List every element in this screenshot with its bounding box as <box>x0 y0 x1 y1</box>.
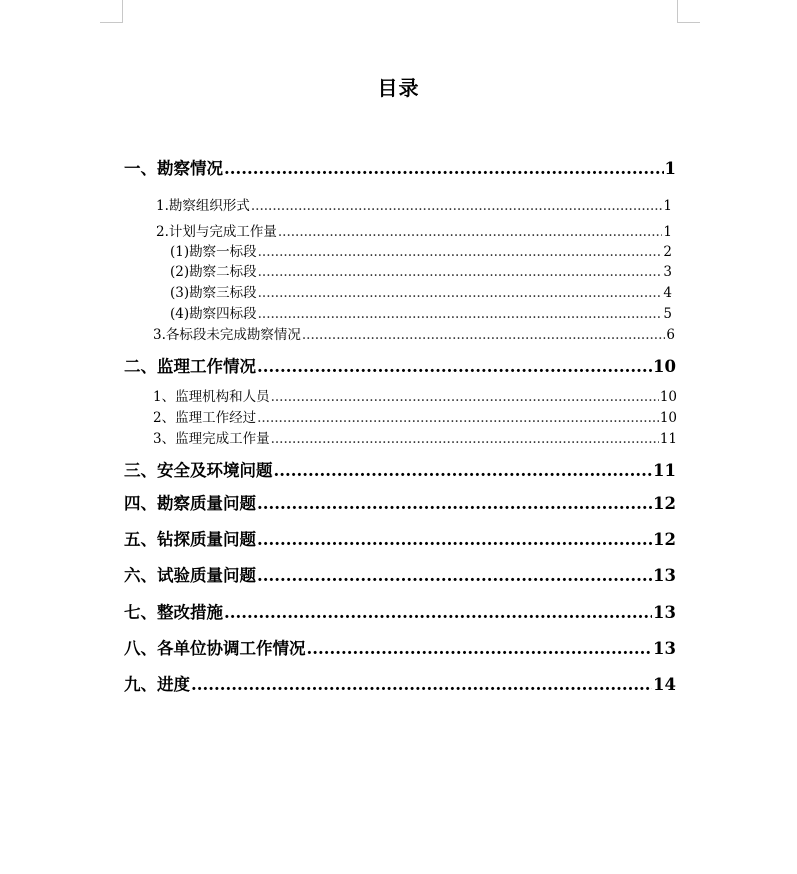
toc-page-number: 13 <box>653 603 676 622</box>
toc-entry-1-2-2[interactable] <box>170 262 672 282</box>
toc-entry-1-1[interactable] <box>156 196 672 216</box>
toc-page-number: 2 <box>663 244 672 260</box>
toc-entry-label: (1)勘察一标段 <box>170 244 257 260</box>
toc-entry-label: 二、监理工作情况 <box>124 357 256 376</box>
toc-entry-label: 九、进度 <box>124 675 190 694</box>
dot-leader <box>258 304 663 324</box>
dot-leader <box>307 637 653 661</box>
toc-page-number: 13 <box>653 566 676 585</box>
toc-entry-label: 1.勘察组织形式 <box>156 198 250 214</box>
toc-page-number: 12 <box>653 494 676 513</box>
dot-leader <box>271 429 659 449</box>
toc-entry-1-3[interactable] <box>153 325 675 345</box>
toc-entry-label: 2、监理工作经过 <box>153 410 257 426</box>
toc-page-number: 14 <box>653 675 676 694</box>
toc-page-number: 12 <box>653 530 676 549</box>
toc-entry-9[interactable] <box>124 673 676 697</box>
toc-page-number: 10 <box>653 357 676 376</box>
toc-entry-label: 七、整改措施 <box>124 603 223 622</box>
toc-entry-label: 六、试验质量问题 <box>124 566 256 585</box>
toc-page-number: 1 <box>663 224 672 240</box>
toc-entry-7[interactable] <box>124 601 676 625</box>
toc-entry-2[interactable] <box>124 355 676 379</box>
toc-page-number: 1 <box>664 159 676 178</box>
dot-leader <box>224 157 664 181</box>
toc-entry-2-2[interactable] <box>153 408 677 428</box>
toc-entry-label: 五、钻探质量问题 <box>124 530 256 549</box>
toc-entry-1[interactable] <box>124 157 676 181</box>
crop-mark-top-right <box>677 0 700 23</box>
dot-leader <box>257 564 652 588</box>
dot-leader <box>257 408 659 428</box>
toc-entry-label: (2)勘察二标段 <box>170 264 257 280</box>
dot-leader <box>271 387 659 407</box>
dot-leader <box>258 262 663 282</box>
toc-entry-2-3[interactable] <box>153 429 677 449</box>
dot-leader <box>224 601 652 625</box>
toc-page-number: 4 <box>663 285 672 301</box>
toc-entry-6[interactable] <box>124 564 676 588</box>
toc-page-number: 3 <box>663 264 672 280</box>
toc-entry-label: 3、监理完成工作量 <box>153 431 270 447</box>
toc-entry-label: 一、勘察情况 <box>124 159 223 178</box>
toc-entry-4[interactable] <box>124 492 676 516</box>
dot-leader <box>302 325 666 345</box>
toc-page-number: 10 <box>659 389 677 405</box>
toc-page-number: 11 <box>659 431 677 447</box>
toc-entry-label: 3.各标段未完成勘察情况 <box>153 327 301 343</box>
toc-title: 目录 <box>377 76 420 100</box>
toc-entry-2-1[interactable] <box>153 387 677 407</box>
toc-entry-label: 2.计划与完成工作量 <box>156 224 277 240</box>
toc-entry-5[interactable] <box>124 528 676 552</box>
toc-entry-1-2-4[interactable] <box>170 304 672 324</box>
dot-leader <box>251 196 663 216</box>
dot-leader <box>257 492 652 516</box>
toc-page-number: 11 <box>653 461 676 480</box>
dot-leader <box>191 673 652 697</box>
toc-entry-label: (3)勘察三标段 <box>170 285 257 301</box>
toc-entry-3[interactable] <box>124 459 676 483</box>
toc-entry-label: 四、勘察质量问题 <box>124 494 256 513</box>
dot-leader <box>274 459 653 483</box>
toc-entry-1-2-3[interactable] <box>170 283 672 303</box>
dot-leader <box>257 355 652 379</box>
toc-page-number: 10 <box>659 410 677 426</box>
toc-entry-label: (4)勘察四标段 <box>170 306 257 322</box>
dot-leader <box>258 242 663 262</box>
toc-page-number: 5 <box>663 306 672 322</box>
toc-entry-1-2[interactable] <box>156 222 672 242</box>
dot-leader <box>258 283 663 303</box>
dot-leader <box>278 222 663 242</box>
toc-page-number: 6 <box>666 327 675 343</box>
toc-entry-label: 1、监理机构和人员 <box>153 389 270 405</box>
toc-entry-1-2-1[interactable] <box>170 242 672 262</box>
dot-leader <box>257 528 652 552</box>
toc-entry-8[interactable] <box>124 637 676 661</box>
crop-mark-top-left <box>100 0 123 23</box>
toc-entry-label: 三、安全及环境问题 <box>124 461 273 480</box>
toc-page-number: 1 <box>663 198 672 214</box>
toc-page-number: 13 <box>653 639 676 658</box>
toc-entry-label: 八、各单位协调工作情况 <box>124 639 306 658</box>
